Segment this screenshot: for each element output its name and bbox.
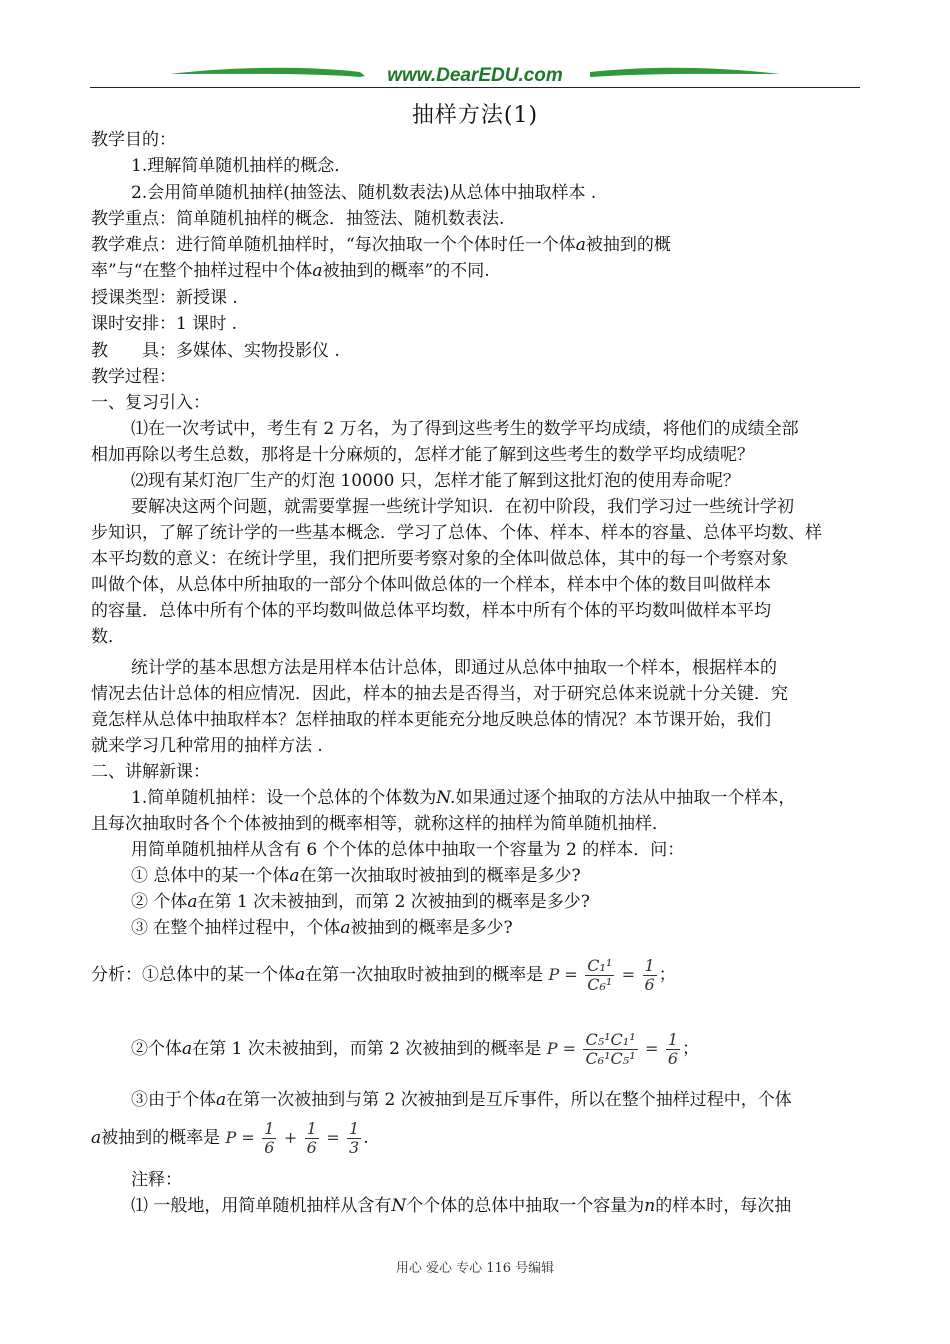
- text-line: 1.理解简单随机抽样的概念．: [131, 156, 352, 176]
- text-line: 教学过程：: [91, 367, 176, 387]
- text-line: 教学目的：: [91, 130, 176, 150]
- analysis-line: ③由于个体a在第一次被抽到与第 2 次被抽到是互斥事件，所以在整个抽样过程中，个体: [131, 1090, 792, 1110]
- question-line: ③ 在整个抽样过程中，个体a被抽到的概率是多少?: [131, 918, 513, 938]
- analysis-line: a被抽到的概率是 P = $\frac{1}{6}$ + $\frac{1}{6}$ = $\frac{1}{3}$ .: [91, 1119, 369, 1157]
- section-heading: 一、复习引入：: [91, 393, 210, 413]
- fraction: $\frac{1}{6}$: [644, 956, 655, 994]
- fraction: $\frac{\text{C₁¹}}{\text{C₆¹}}$: [587, 956, 613, 994]
- banner-swoosh-graphic: [90, 62, 860, 90]
- text-line: 要解决这两个问题，就需要掌握一些统计学知识．在初中阶段，我们学习过一些统计学初: [131, 497, 794, 517]
- text-line: ⑵现有某灯泡厂生产的灯泡 10000 只，怎样才能了解到这批灯泡的使用寿命呢？: [131, 471, 740, 491]
- text-line: 2.会用简单随机抽样(抽签法、随机数表法)从总体中抽取样本 .: [131, 183, 597, 203]
- fraction: $\frac{\text{C₅¹C₁¹}}{\text{C₆¹C₅¹}}$: [585, 1030, 636, 1068]
- section-heading: 二、讲解新课：: [91, 762, 210, 782]
- site-logo-text: www.DearEDU.com: [387, 65, 563, 86]
- text-line: 本平均数的意义：在统计学里，我们把所要考察对象的全体叫做总体，其中的每一个考察对象: [91, 549, 788, 569]
- text-line: ⑴在一次考试中，考生有 2 万名，为了得到这些考生的数学平均成绩，将他们的成绩全部: [131, 419, 799, 439]
- text-line: 课时安排：1 课时 .: [91, 314, 238, 334]
- text-line: 就来学习几种常用的抽样方法 .: [91, 736, 323, 756]
- formula: P =: [548, 965, 578, 984]
- text-line: 1.简单随机抽样：设一个总体的个体数为N.如果通过逐个抽取的方法从中抽取一个样本，: [131, 788, 796, 808]
- fraction: $\frac{1}{6}$: [264, 1119, 275, 1157]
- page-footer: 用心 爱心 专心 116 号编辑: [395, 1261, 555, 1276]
- text-line: 数．: [91, 627, 125, 647]
- text-line: 授课类型：新授课 .: [91, 288, 238, 308]
- analysis-line: 分析：①总体中的某一个体a在第一次抽取时被抽到的概率是 P = $\frac{\text{C₁¹}}{\text{C₆¹}}$ = $\frac{1}{6}$ ；: [91, 956, 676, 994]
- text-line: 的容量．总体中所有个体的平均数叫做总体平均数，样本中所有个体的平均数叫做样本平均: [91, 601, 771, 621]
- notes-heading: 注释：: [131, 1170, 182, 1190]
- text-line: 叫做个体，从总体中所抽取的一部分个体叫做总体的一个样本，样本中个体的数目叫做样本: [91, 575, 771, 595]
- text-line: 教学难点：进行简单随机抽样时，“每次抽取一个个体时任一个体a被抽到的概: [91, 235, 671, 255]
- fraction: $\frac{1}{3}$: [349, 1119, 360, 1157]
- text-line: 竟怎样从总体中抽取样本？怎样抽取的样本更能充分地反映总体的情况？本节课开始，我们: [91, 710, 771, 730]
- header-rule: [90, 87, 860, 88]
- text-line: 统计学的基本思想方法是用样本估计总体，即通过从总体中抽取一个样本，根据样本的: [131, 658, 777, 678]
- fraction: $\frac{1}{6}$: [306, 1119, 317, 1157]
- page-title: 抽样方法(1): [411, 103, 539, 128]
- analysis-line: ②个体a在第 1 次未被抽到，而第 2 次被抽到的概率是 P = $\frac{\text{C₅¹C₁¹}}{\text{C₆¹C₅¹}}$ = $\frac{1}{6}$ ；: [131, 1030, 700, 1068]
- header-banner: [90, 62, 860, 90]
- text-line: 用简单随机抽样从含有 6 个个体的总体中抽取一个容量为 2 的样本．问：: [131, 840, 685, 860]
- text-line: 教学重点：简单随机抽样的概念．抽签法、随机数表法.: [91, 209, 505, 229]
- text-line: 步知识，了解了统计学的一些基本概念．学习了总体、个体、样本、样本的容量、总体平均数、样: [91, 523, 822, 543]
- text-line: ⑴ 一般地，用简单随机抽样从含有N个个体的总体中抽取一个容量为n的样本时，每次抽: [131, 1196, 792, 1216]
- text-line: 率”与“在整个抽样过程中个体a被抽到的概率”的不同.: [91, 261, 490, 281]
- text-line: 情况去估计总体的相应情况．因此，样本的抽去是否得当，对于研究总体来说就十分关键．究: [91, 684, 788, 704]
- text-line: 相加再除以考生总数，那将是十分麻烦的，怎样才能了解到这些考生的数学平均成绩呢？: [91, 445, 754, 465]
- text-line: 教 具：多媒体、实物投影仪 .: [91, 341, 340, 361]
- text-line: 且每次抽取时各个个体被抽到的概率相等，就称这样的抽样为简单随机抽样．: [91, 814, 669, 834]
- question-line: ① 总体中的某一个体a在第一次抽取时被抽到的概率是多少?: [131, 866, 581, 886]
- question-line: ② 个体a在第 1 次未被抽到，而第 2 次被抽到的概率是多少?: [131, 892, 590, 912]
- fraction: $\frac{1}{6}$: [667, 1030, 679, 1068]
